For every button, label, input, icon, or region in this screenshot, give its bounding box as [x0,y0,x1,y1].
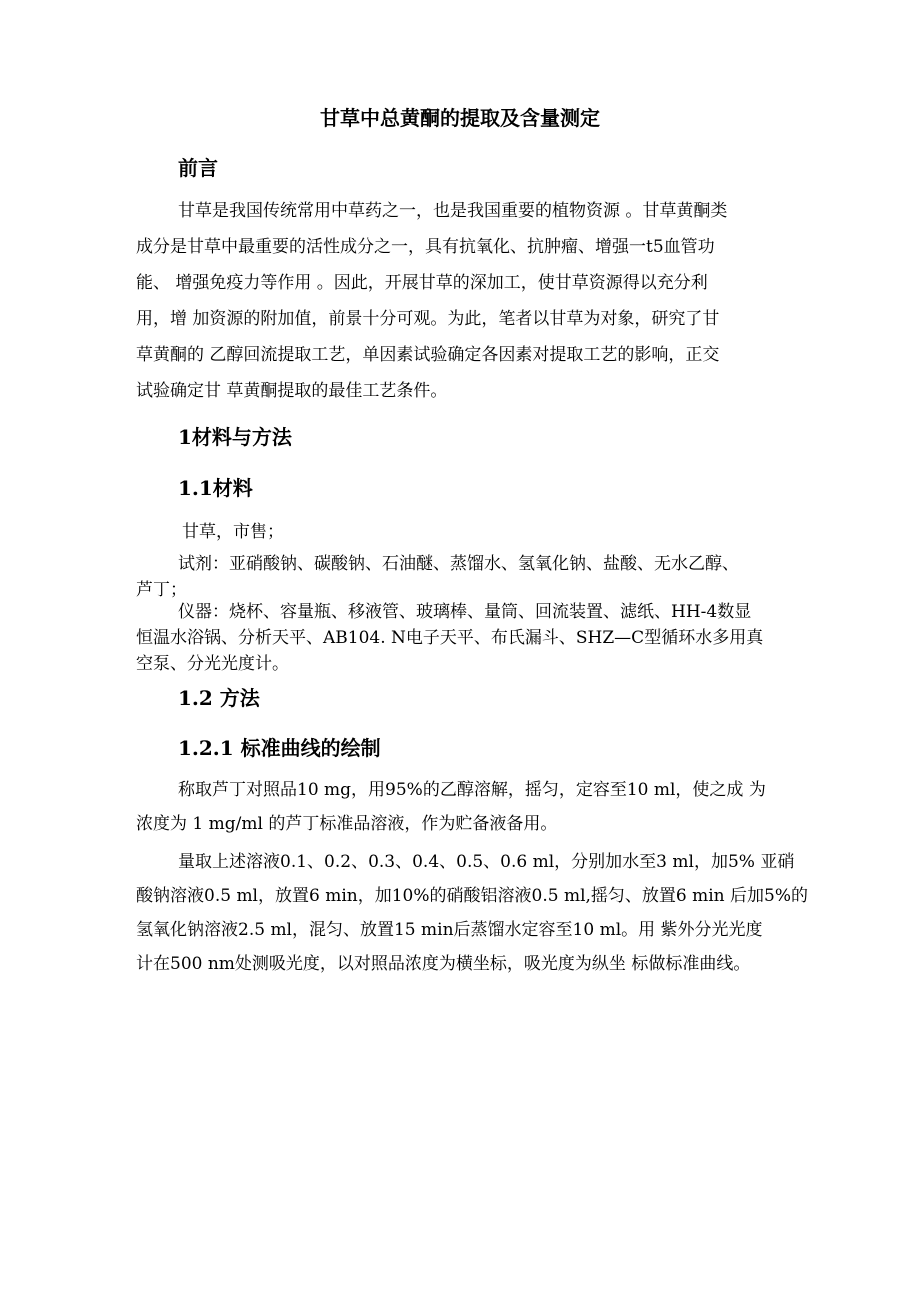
heading-methods: 1.2 方法 [178,686,260,710]
materials-line: 甘草，市售； [182,522,284,542]
reagents-line: 试剂：亚硝酸钠、碳酸钠、石油醚、蒸馏水、氢氧化钠、盐酸、无水乙醇、 [178,554,739,574]
paragraph-line: 用，增 加资源的附加值，前景十分可观。为此，笔者以甘草为对象，研究了甘 [136,309,720,329]
paragraph-line: 计在500 nm处测吸光度，以对照品浓度为横坐标，吸光度为纵坐 标做标准曲线。 [136,954,751,974]
heading-preface: 前言 [178,156,218,180]
standard-solution-paragraph [136,773,792,841]
reagents-line: 芦丁； [136,580,187,600]
paragraph-line: 试验确定甘 草黄酮提取的最佳工艺条件。 [136,381,448,401]
paragraph-line: 草黄酮的 乙醇回流提取工艺，单因素试验确定各因素对提取工艺的影响，正交 [136,345,720,365]
paragraph-line: 浓度为 1 mg/ml 的芦丁标准品溶液，作为贮备液备用。 [136,814,558,834]
measurement-paragraph [136,845,809,981]
paragraph-line: 称取芦丁对照品10 mg，用95%的乙醇溶解，摇匀，定容至10 ml，使之成 为 [178,780,766,800]
instruments-line: 恒温水浴锅、分析天平、AB104. N电子天平、布氏漏斗、SHZ—C型循环水多用真 [136,628,764,648]
heading-materials-methods: 1材料与方法 [178,425,292,449]
paragraph-line: 氢氧化钠溶液2.5 ml，混匀、放置15 min后蒸馏水定容至10 ml。用 紫外分光光度 [136,920,763,940]
preface-paragraph [136,193,792,409]
reagents-paragraph [136,551,792,603]
document-title: 甘草中总黄酮的提取及含量测定 [320,106,600,130]
paragraph-line: 酸钠溶液0.5 ml，放置6 min，加10%的硝酸铝溶液0.5 ml,摇匀、放置6 min 后加5%的 [136,886,809,906]
instruments-paragraph [136,599,792,677]
instruments-line: 仪器：烧杯、容量瓶、移液管、玻璃棒、量筒、回流装置、滤纸、HH-4数显 [178,602,752,622]
materials-paragraph [136,519,792,545]
paragraph-line: 成分是甘草中最重要的活性成分之一，具有抗氧化、抗肿瘤、增强一t5血管功 [136,237,715,257]
heading-standard-curve: 1.2.1 标准曲线的绘制 [178,736,381,760]
paragraph-line: 量取上述溶液0.1、0.2、0.3、0.4、0.5、0.6 ml，分别加水至3 ml，加5% 亚硝 [178,852,795,872]
instruments-line: 空泵、分光光度计。 [136,654,289,674]
paragraph-line: 能、 增强免疫力等作用 。因此，开展甘草的深加工，使甘草资源得以充分利 [136,273,708,293]
paragraph-line: 甘草是我国传统常用中草药之一，也是我国重要的植物资源 。甘草黄酮类 [178,201,728,221]
heading-materials: 1.1材料 [178,476,253,500]
